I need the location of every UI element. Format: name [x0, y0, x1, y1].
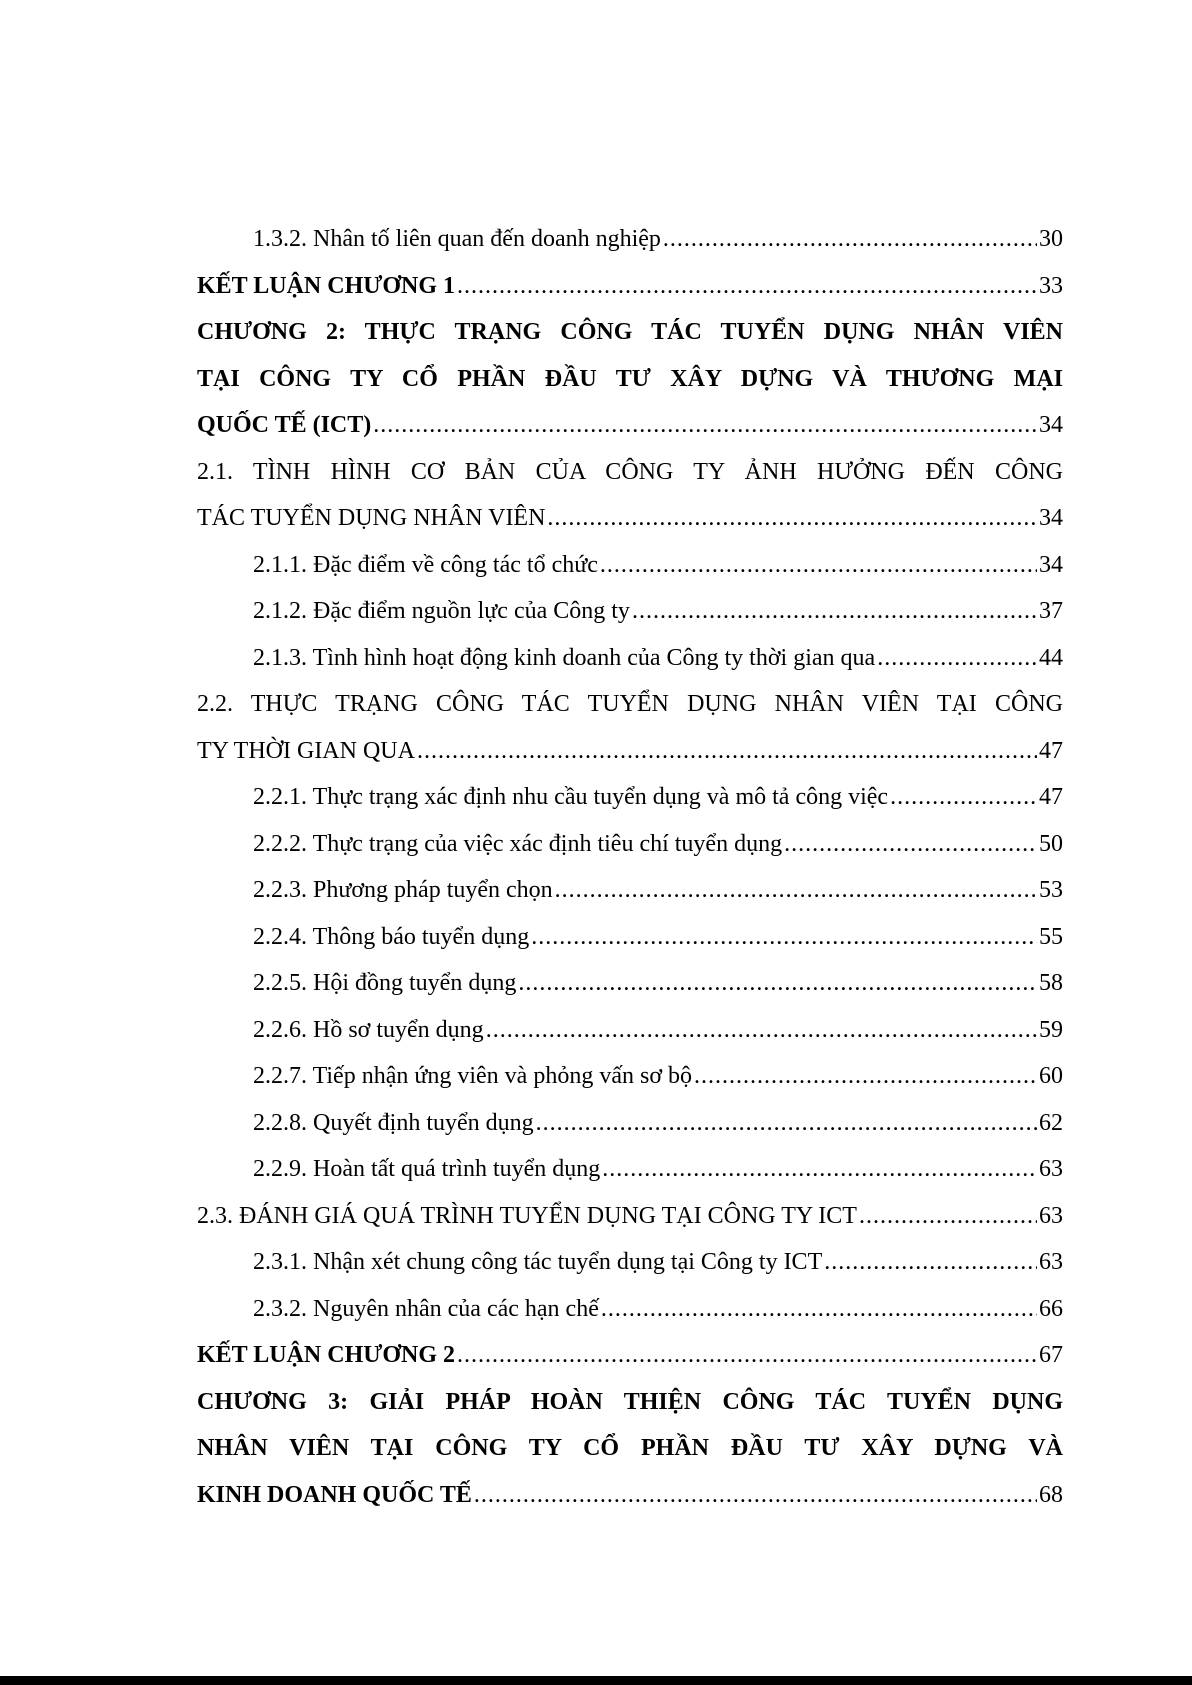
toc-entry-page-number: 63: [1039, 1156, 1063, 1182]
toc-entry-heading-line: [197, 449, 1063, 496]
toc-entry-page-number: 53: [1039, 877, 1063, 903]
toc-entry-title: 2.2.1. Thực trạng xác định nhu cầu tuyển dụng và mô tả công việc: [253, 784, 889, 810]
toc-entry-page-number: 34: [1039, 551, 1063, 578]
toc-entry-title: 2.1.2. Đặc điểm nguồn lực của Công ty: [253, 598, 630, 624]
dot-leader: [474, 1472, 1037, 1519]
toc-entry-title: 2.3.1. Nhận xét chung công tác tuyển dụng tại Công ty ICT: [253, 1249, 823, 1275]
toc-entry-page-number: 47: [1039, 784, 1063, 810]
dot-leader: [486, 1007, 1037, 1054]
toc-entry-title: 1.3.2. Nhân tố liên quan đến doanh nghiệp: [253, 226, 661, 252]
toc-entry-heading-line: [197, 1379, 1063, 1426]
toc-entry[interactable]: [197, 1100, 1063, 1147]
dot-leader: [632, 588, 1037, 635]
dot-leader: [536, 1100, 1037, 1147]
toc-entry[interactable]: [197, 1239, 1063, 1286]
toc-entry-page-number: 63: [1039, 1202, 1063, 1229]
toc-entry[interactable]: [197, 1332, 1063, 1379]
toc-entry-page-number: 58: [1039, 970, 1063, 996]
toc-entry-title: KẾT LUẬN CHƯƠNG 2: [197, 1342, 456, 1368]
toc-entry-title: QUỐC TẾ (ICT): [197, 412, 372, 438]
toc-entry-page-number: 62: [1039, 1109, 1063, 1136]
toc-entry-heading-line: [197, 356, 1063, 403]
toc-entry-heading-line: [197, 1425, 1063, 1472]
toc-entry-page-number: 30: [1039, 226, 1063, 252]
toc-entry-heading-text: 2.2. THỰC TRẠNG CÔNG TÁC TUYỂN DỤNG NHÂN VIÊN TẠI CÔNG: [197, 691, 1063, 717]
dot-leader: [784, 821, 1037, 868]
toc-entry[interactable]: [197, 1007, 1063, 1054]
page-bottom-rule: [0, 1676, 1192, 1685]
toc-entry-page-number: 60: [1039, 1063, 1063, 1089]
toc-entry-page-number: 34: [1039, 412, 1063, 438]
toc-entry-page-number: 59: [1039, 1016, 1063, 1043]
dot-leader: [877, 635, 1037, 682]
dot-leader: [694, 1053, 1037, 1100]
toc-entry-title: 2.2.2. Thực trạng của việc xác định tiêu chí tuyển dụng: [253, 830, 783, 857]
dot-leader: [373, 402, 1037, 449]
toc-entry-page-number: 50: [1039, 830, 1063, 857]
dot-leader: [417, 728, 1037, 775]
toc-entry[interactable]: [197, 1053, 1063, 1100]
toc-entry[interactable]: [197, 867, 1063, 914]
toc-entry[interactable]: [197, 1286, 1063, 1333]
dot-leader: [547, 495, 1037, 542]
dot-leader: [602, 1146, 1037, 1193]
toc-entry[interactable]: [197, 402, 1063, 449]
toc-entry-heading-text: TẠI CÔNG TY CỔ PHẦN ĐẦU TƯ XÂY DỰNG VÀ THƯƠNG MẠI: [197, 365, 1063, 392]
toc-entry-title: 2.2.9. Hoàn tất quá trình tuyển dụng: [253, 1156, 601, 1182]
dot-leader: [859, 1193, 1037, 1240]
toc-entry[interactable]: [197, 1146, 1063, 1193]
toc-entry[interactable]: [197, 216, 1063, 263]
toc-entry-page-number: 33: [1039, 272, 1063, 299]
toc-entry-title: 2.2.3. Phương pháp tuyển chọn: [253, 877, 553, 903]
toc-entry[interactable]: [197, 542, 1063, 589]
toc-entry-title: 2.1.3. Tình hình hoạt động kinh doanh của Công ty thời gian qua: [253, 644, 876, 671]
toc-entry-page-number: 68: [1039, 1481, 1063, 1508]
toc-entry[interactable]: [197, 821, 1063, 868]
toc-entry-title: TÁC TUYỂN DỤNG NHÂN VIÊN: [197, 505, 546, 531]
dot-leader: [531, 914, 1037, 961]
toc-entry-title: 2.3. ĐÁNH GIÁ QUÁ TRÌNH TUYỂN DỤNG TẠI CÔNG TY ICT: [197, 1202, 857, 1229]
toc-entry-page-number: 37: [1039, 598, 1063, 624]
toc-entry[interactable]: [197, 1472, 1063, 1519]
toc-entry[interactable]: [197, 588, 1063, 635]
toc-entry-heading-text: NHÂN VIÊN TẠI CÔNG TY CỔ PHẦN ĐẦU TƯ XÂY DỰNG VÀ: [197, 1435, 1063, 1461]
toc-entry[interactable]: [197, 263, 1063, 310]
toc-entry-title: 2.2.4. Thông báo tuyển dụng: [253, 923, 530, 950]
dot-leader: [457, 1332, 1037, 1379]
toc-entry-heading-text: CHƯƠNG 3: GIẢI PHÁP HOÀN THIỆN CÔNG TÁC TUYỂN DỤNG: [197, 1388, 1063, 1415]
toc-entry-page-number: 44: [1039, 644, 1063, 671]
dot-leader: [824, 1239, 1037, 1286]
toc-entry[interactable]: [197, 914, 1063, 961]
toc-entry[interactable]: [197, 1193, 1063, 1240]
toc-entry-page-number: 67: [1039, 1342, 1063, 1368]
toc-entry-title: KẾT LUẬN CHƯƠNG 1: [197, 272, 456, 299]
toc-entry-page-number: 55: [1039, 923, 1063, 950]
toc-entry-page-number: 66: [1039, 1295, 1063, 1322]
dot-leader: [601, 1286, 1037, 1333]
toc-entry[interactable]: [197, 960, 1063, 1007]
dot-leader: [663, 216, 1037, 263]
toc-entry[interactable]: [197, 635, 1063, 682]
dot-leader: [890, 774, 1037, 821]
toc-entry-heading-line: [197, 681, 1063, 728]
toc-entry-title: KINH DOANH QUỐC TẾ: [197, 1481, 472, 1508]
dot-leader: [518, 960, 1037, 1007]
dot-leader: [555, 867, 1037, 914]
toc-entry-title: 2.2.7. Tiếp nhận ứng viên và phỏng vấn sơ bộ: [253, 1063, 693, 1089]
toc-entry-page-number: 34: [1039, 505, 1063, 531]
toc-entry-page-number: 47: [1039, 737, 1063, 764]
toc-entry-title: TY THỜI GIAN QUA: [197, 737, 415, 764]
dot-leader: [457, 263, 1037, 310]
toc-entry-title: 2.2.5. Hội đồng tuyển dụng: [253, 970, 517, 996]
toc-entry[interactable]: [197, 728, 1063, 775]
toc-entry-heading-line: [197, 309, 1063, 356]
toc-entry-title: 2.3.2. Nguyên nhân của các hạn chế: [253, 1295, 599, 1322]
toc-entry-title: 2.2.8. Quyết định tuyển dụng: [253, 1109, 534, 1136]
dot-leader: [600, 542, 1037, 589]
table-of-contents: [197, 216, 1063, 1518]
toc-entry-page-number: 63: [1039, 1249, 1063, 1275]
toc-entry-heading-text: 2.1. TÌNH HÌNH CƠ BẢN CỦA CÔNG TY ẢNH HƯỞNG ĐẾN CÔNG: [197, 458, 1063, 485]
toc-entry[interactable]: [197, 774, 1063, 821]
toc-entry-heading-text: CHƯƠNG 2: THỰC TRẠNG CÔNG TÁC TUYỂN DỤNG NHÂN VIÊN: [197, 319, 1063, 345]
toc-entry[interactable]: [197, 495, 1063, 542]
toc-entry-title: 2.2.6. Hồ sơ tuyển dụng: [253, 1016, 484, 1043]
toc-entry-title: 2.1.1. Đặc điểm về công tác tổ chức: [253, 551, 598, 578]
